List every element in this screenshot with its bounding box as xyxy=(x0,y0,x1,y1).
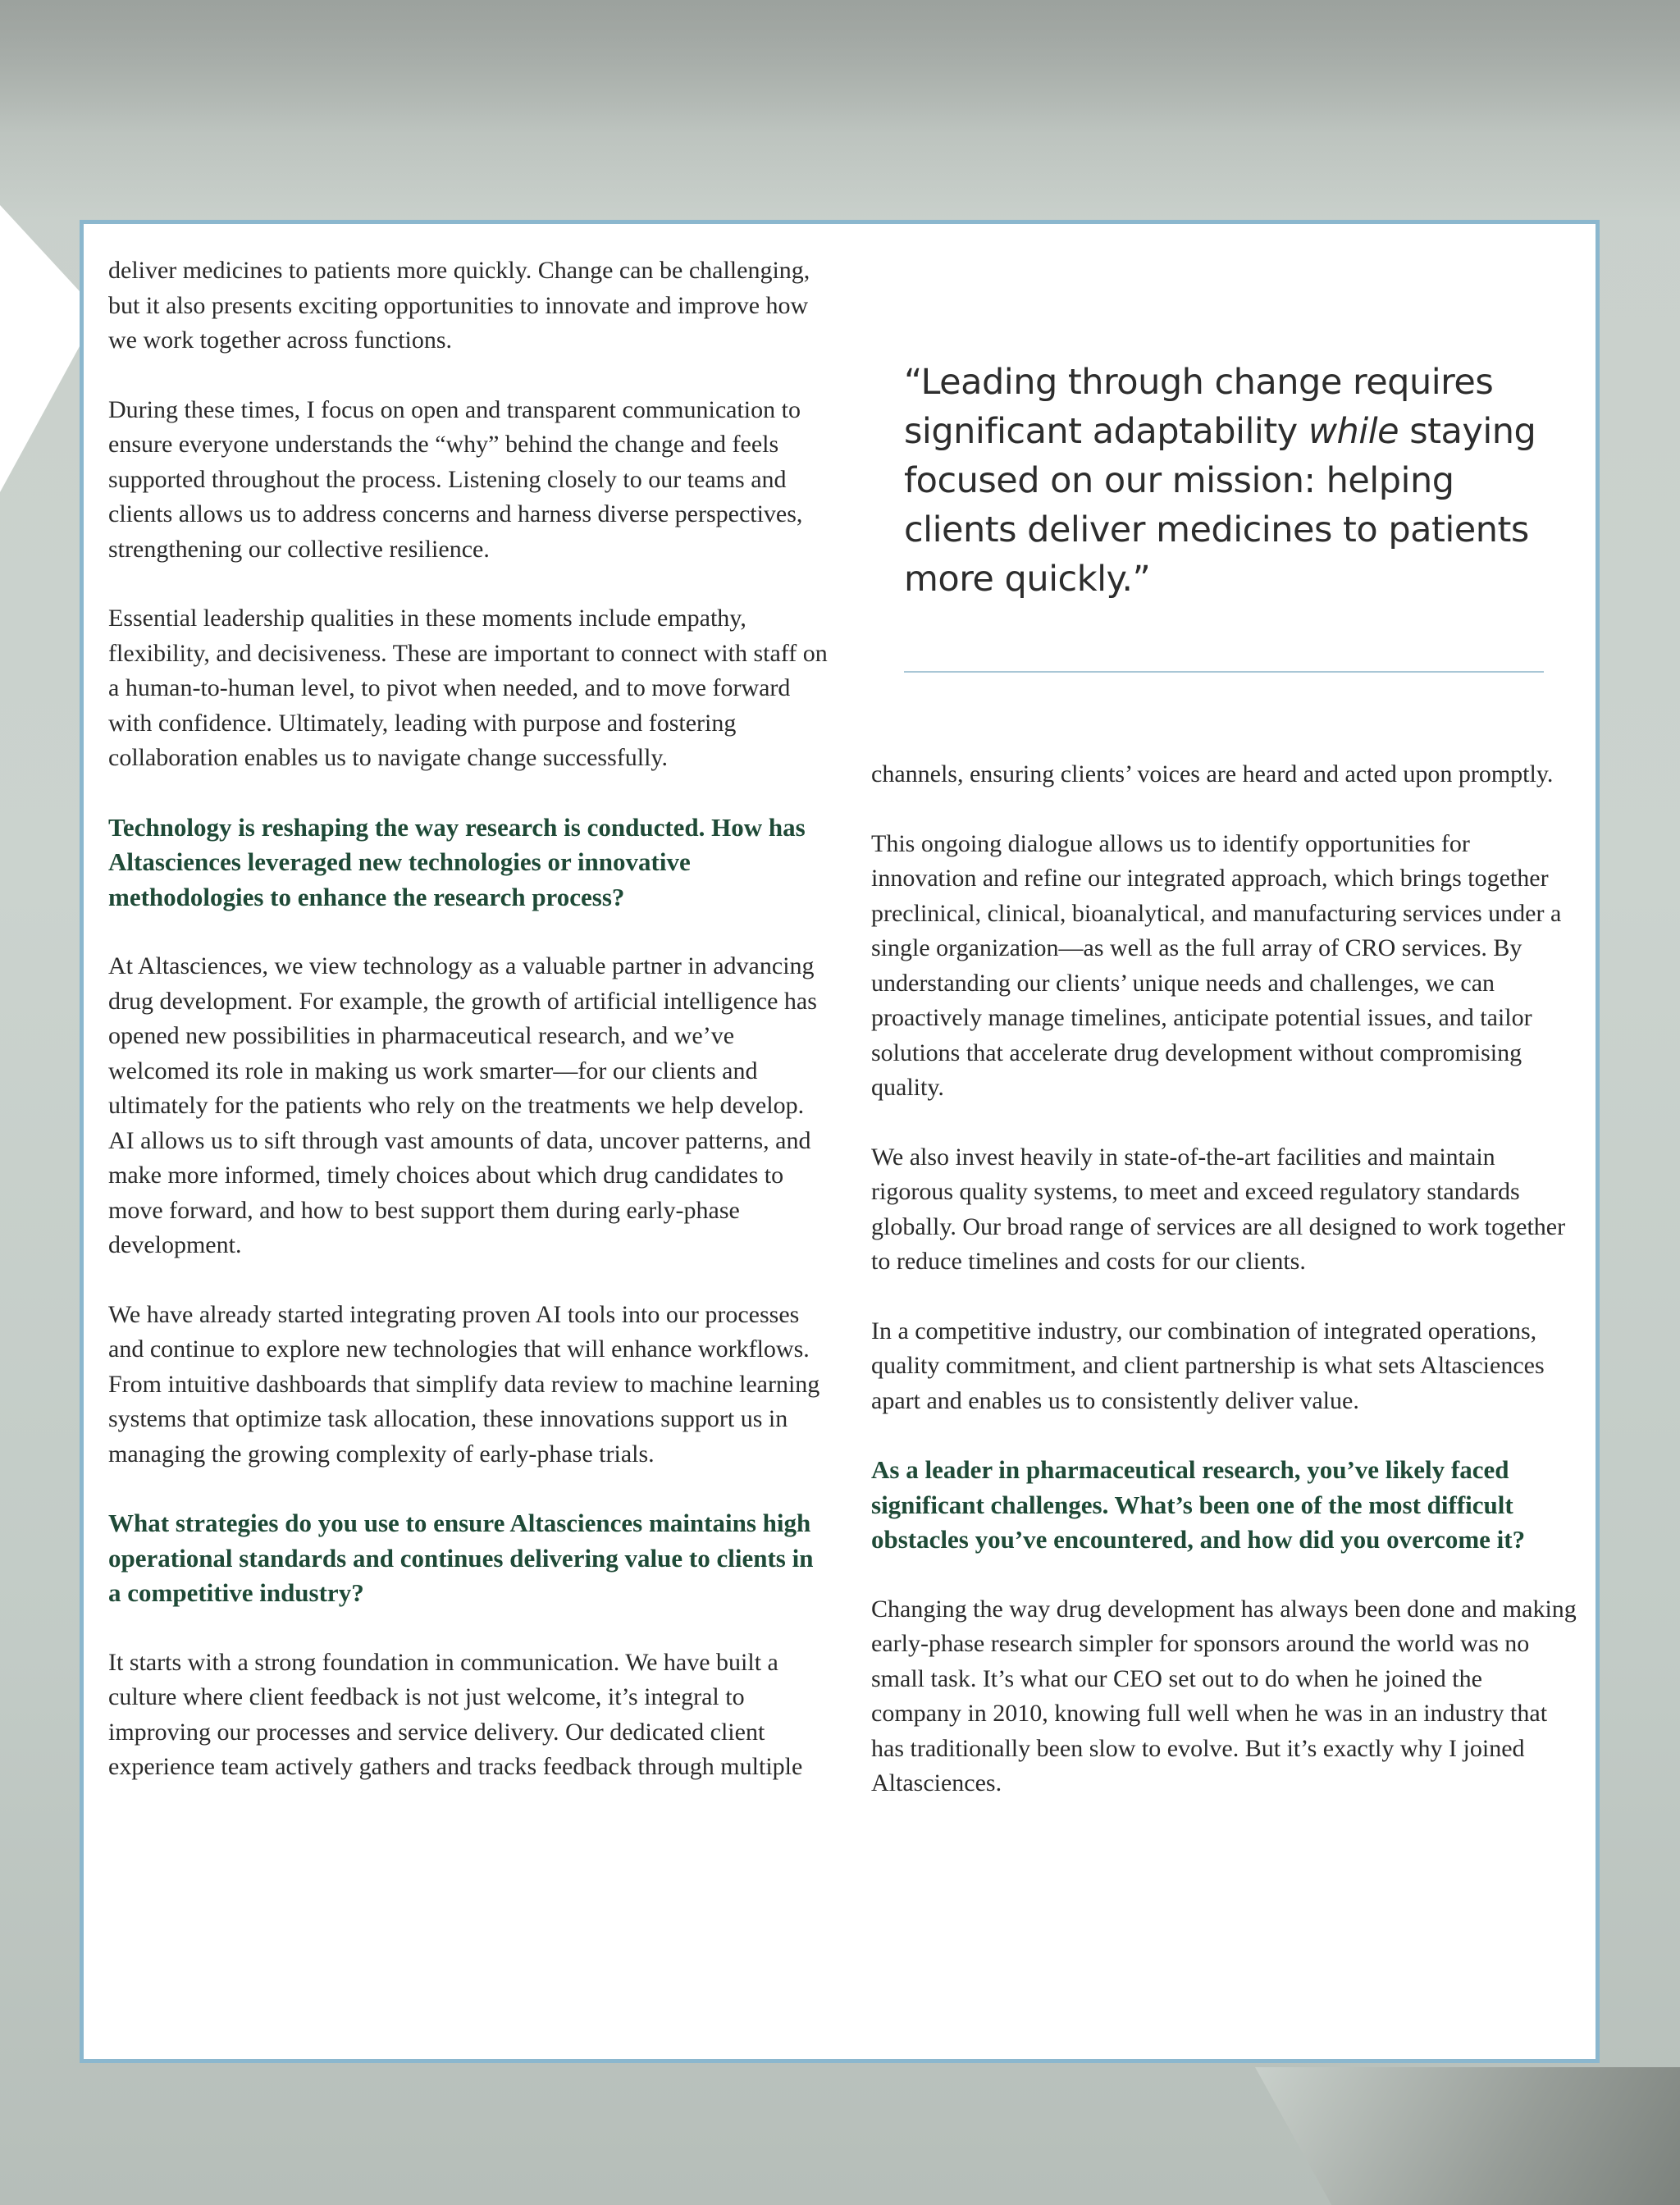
background-top-band xyxy=(0,0,1680,221)
paragraph: channels, ensuring clients’ voices are heard and acted upon promptly. xyxy=(871,760,1554,788)
paragraph: At Altasciences, we view technology as a valuable partner in advancing drug development. For example, the growth of artificial intelligence has opened new possibilities in pharmaceutical research, and we’ve welcomed its role in making us work smarter—for our clients and ultimately for the patients who rely on the treatments we help develop. AI allows us to sift through vast amounts of data, uncover patterns, and make more informed, timely choices about which drug candidates to move forward, and how to best support them during early-phase development. xyxy=(108,952,817,1258)
paragraph: deliver medicines to patients more quickly. Change can be challenging, but it also presents exciting opportunities to innovate and improve how we work together across functions. xyxy=(108,257,810,354)
pull-quote xyxy=(904,358,1544,604)
article-panel xyxy=(80,220,1600,2063)
pull-quote-divider xyxy=(904,671,1544,673)
right-column xyxy=(871,757,1577,1836)
paragraph: Changing the way drug development has always been done and making early-phase research simpler for sponsors around the world was no small task. It’s what our CEO set out to do when he joined the company in 2010, knowing full well when he was in an industry that has traditionally been slow to evolve. But it’s exactly why I joined Altasciences. xyxy=(871,1595,1577,1796)
paragraph: During these times, I focus on open and transparent communication to ensure everyone understands the “why” behind the change and feels supported throughout the process. Listening closely to our teams and clients allows us to address concerns and harness diverse perspectives, strengthening our collective resilience. xyxy=(108,395,803,563)
paragraph: We have already started integrating proven AI tools into our processes and continue to explore new technologies that will enhance workflows. From intuitive dashboards that simplify data review to machine learning systems that optimize task allocation, these innovations support us in managing the growing complexity of early-phase trials. xyxy=(108,1300,820,1468)
pull-quote-text: “Leading through change requires significant adaptability xyxy=(904,362,1494,452)
pull-quote-emphasis: while xyxy=(1308,411,1399,452)
paragraph: Essential leadership qualities in these moments include empathy, flexibility, and decisiveness. These are important to connect with staff on a human-to-human level, to pivot when needed, and to move forward with confidence. Ultimately, leading with purpose and fostering collaboration enables us to navigate change successfully. xyxy=(108,605,828,771)
question-heading: Technology is reshaping the way research is conducted. How has Altasciences leveraged new technologies or innovative methodologies to enhance the research process? xyxy=(108,812,806,911)
left-column xyxy=(108,253,830,1819)
question-heading: What strategies do you use to ensure Altasciences maintains high operational standards and continues delivering value to clients in a competitive industry? xyxy=(108,1509,814,1607)
paragraph: In a competitive industry, our combination of integrated operations, quality commitment, and client partnership is what sets Altasciences apart and enables us to consistently deliver value. xyxy=(871,1317,1545,1414)
question-heading: As a leader in pharmaceutical research, you’ve likely faced significant challenges. What’s been one of the most difficult obstacles you’ve encountered, and how did you overcome it? xyxy=(871,1455,1526,1554)
paragraph: We also invest heavily in state-of-the-art facilities and maintain rigorous quality systems, to meet and exceed regulatory standards globally. Our broad range of services are all designed to work together to reduce timelines and costs for our clients. xyxy=(871,1143,1566,1275)
pull-quote-text: staying focused on our mission: helping clients deliver medicines to patients more quickly.” xyxy=(904,411,1536,600)
background-bottom-shape xyxy=(1255,2067,1680,2205)
paragraph: It starts with a strong foundation in communication. We have built a culture where client feedback is not just welcome, it’s integral to improving our processes and service delivery. Our dedicated client experience team actively gathers and tracks feedback through multiple xyxy=(108,1648,803,1780)
paragraph: This ongoing dialogue allows us to identify opportunities for innovation and refine our integrated approach, which brings together preclinical, clinical, bioanalytical, and manufacturing services under a single organization—as well as the full array of CRO services. By understanding our clients’ unique needs and challenges, we can proactively manage timelines, anticipate potential issues, and tailor solutions that accelerate drug development without compromising quality. xyxy=(871,829,1562,1101)
